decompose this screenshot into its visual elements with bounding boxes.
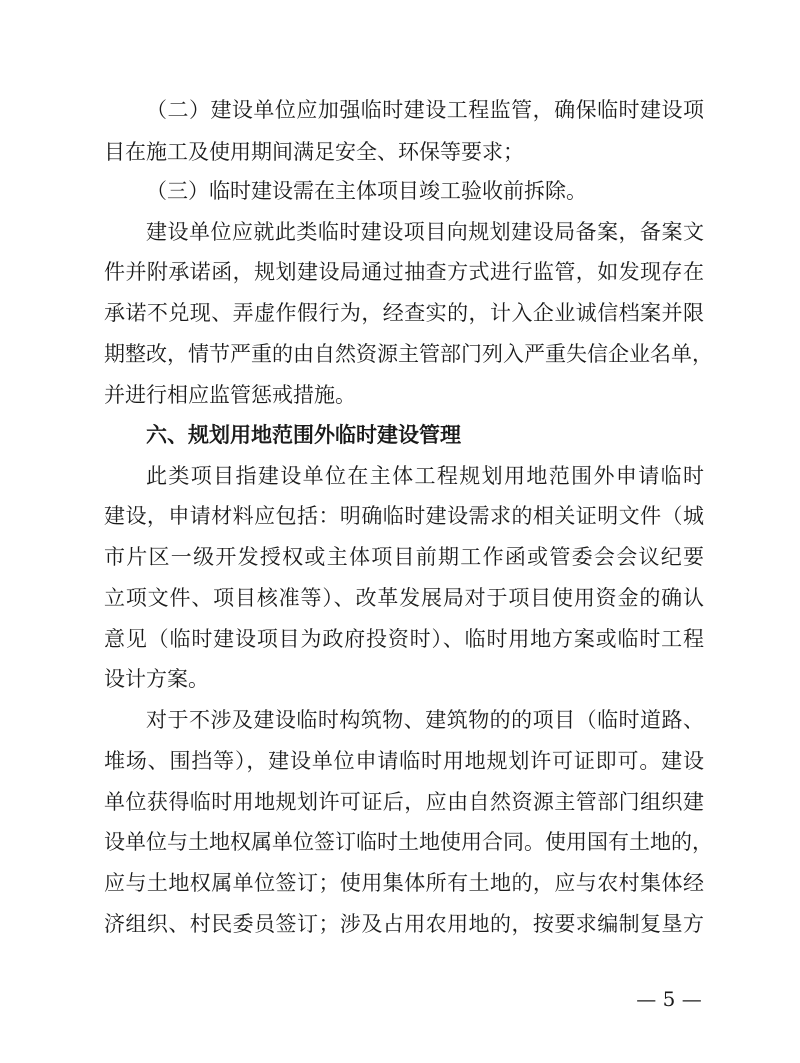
text-line: 设单位与土地权属单位签订临时土地使用合同。使用国有土地的，: [104, 830, 713, 854]
text-line: 应与土地权属单位签订；使用集体所有土地的，应与农村集体经: [104, 871, 704, 895]
text-line: 件并附承诺函，规划建设局通过抽查方式进行监管，如发现存在: [104, 260, 704, 284]
text-line: 济组织、村民委员签订；涉及占用农用地的，按要求编制复垦方: [104, 912, 704, 936]
text-line: （二）建设单位应加强临时建设工程监管，确保临时建设项: [146, 98, 704, 122]
text-line: 意见（临时建设项目为政府投资时）、临时用地方案或临时工程: [104, 627, 704, 651]
page-number: — 5 —: [636, 987, 702, 1011]
section-heading: 六、规划用地范围外临时建设管理: [146, 423, 461, 447]
text-line: 对于不涉及建设临时构筑物、建筑物的的项目（临时道路、: [146, 708, 704, 732]
text-line: 建设单位应就此类临时建设项目向规划建设局备案，备案文: [146, 220, 704, 244]
text-line: 并进行相应监管惩戒措施。: [104, 383, 356, 407]
text-line: 期整改，情节严重的由自然资源主管部门列入严重失信企业名单，: [104, 342, 713, 366]
text-line: 市片区一级开发授权或主体项目前期工作函或管委会会议纪要: [104, 545, 704, 569]
text-line: 目在施工及使用期间满足安全、环保等要求；: [104, 140, 524, 164]
text-line: 立项文件、项目核准等）、改革发展局对于项目使用资金的确认: [104, 586, 704, 610]
text-line: （三）临时建设需在主体项目竣工验收前拆除。: [146, 179, 587, 203]
text-line: 建设，申请材料应包括：明确临时建设需求的相关证明文件（城: [104, 504, 704, 528]
text-line: 堆场、围挡等），建设单位申请临时用地规划许可证即可。建设: [104, 749, 704, 773]
text-line: 单位获得临时用地规划许可证后，应由自然资源主管部门组织建: [104, 790, 704, 814]
text-line: 承诺不兑现、弄虚作假行为，经查实的，计入企业诚信档案并限: [104, 301, 704, 325]
text-line: 设计方案。: [104, 667, 209, 691]
text-line: 此类项目指建设单位在主体工程规划用地范围外申请临时: [146, 464, 704, 488]
